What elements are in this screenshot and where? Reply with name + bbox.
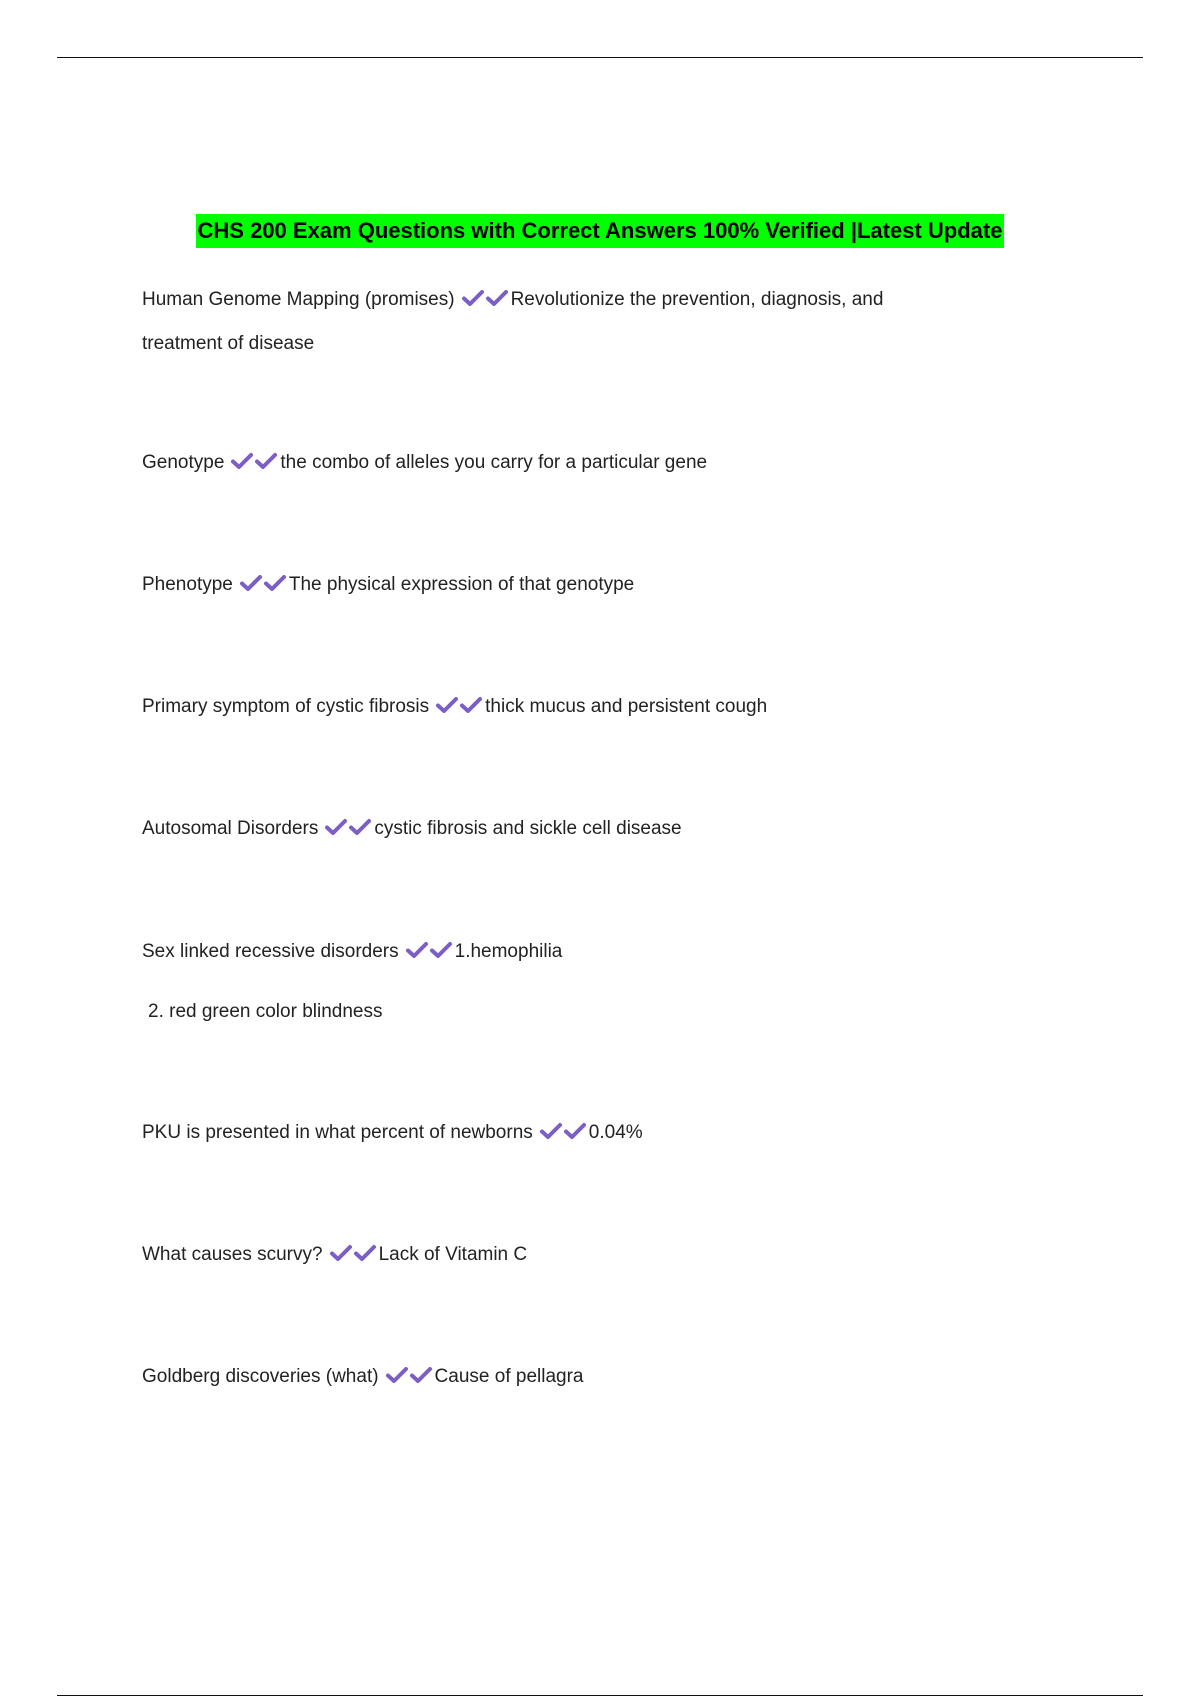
double-check-marks	[405, 928, 453, 972]
question-text: What causes scurvy?	[142, 1244, 323, 1266]
qa-item	[142, 563, 1082, 607]
title-container	[0, 214, 1200, 248]
check-mark-icon	[263, 573, 287, 593]
answer-continuation: treatment of disease	[142, 333, 315, 355]
qa-line	[142, 1355, 1082, 1399]
question-text: Primary symptom of cystic fibrosis	[142, 696, 430, 718]
qa-line	[142, 685, 1082, 729]
qa-line	[142, 441, 1082, 485]
check-mark-icon	[385, 1365, 409, 1385]
qa-item	[142, 930, 1082, 1034]
qa-item	[142, 807, 1082, 851]
question-text: Goldberg discoveries (what)	[142, 1366, 379, 1388]
check-mark-icon	[409, 1365, 433, 1385]
qa-line	[142, 563, 1082, 607]
double-check-marks	[329, 1231, 377, 1275]
qa-line	[142, 1111, 1082, 1155]
check-mark-icon	[461, 288, 485, 308]
qa-item	[142, 1233, 1082, 1277]
qa-item	[142, 441, 1082, 485]
check-mark-icon	[539, 1121, 563, 1141]
header-rule	[57, 57, 1143, 58]
document-title: CHS 200 Exam Questions with Correct Answers 100% Verified |Latest Update	[196, 214, 1005, 248]
check-mark-icon	[230, 451, 254, 471]
qa-item	[142, 1355, 1082, 1399]
question-text: Sex linked recessive disorders	[142, 941, 399, 963]
double-check-marks	[230, 439, 278, 483]
double-check-marks	[239, 561, 287, 605]
check-mark-icon	[459, 695, 483, 715]
check-mark-icon	[239, 573, 263, 593]
qa-item	[142, 685, 1082, 729]
answer-text: the combo of alleles you carry for a particular gene	[280, 452, 708, 474]
answer-continuation: 2. red green color blindness	[148, 1001, 383, 1023]
check-mark-icon	[429, 940, 453, 960]
check-mark-icon	[329, 1243, 353, 1263]
double-check-marks	[324, 805, 372, 849]
qa-line	[142, 278, 1082, 322]
check-mark-icon	[563, 1121, 587, 1141]
question-text: Human Genome Mapping (promises)	[142, 289, 455, 311]
qa-item	[142, 1111, 1082, 1155]
answer-text: cystic fibrosis and sickle cell disease	[374, 818, 682, 840]
check-mark-icon	[254, 451, 278, 471]
check-mark-icon	[405, 940, 429, 960]
double-check-marks	[385, 1353, 433, 1397]
answer-text: thick mucus and persistent cough	[485, 696, 768, 718]
question-text: Phenotype	[142, 574, 233, 596]
answer-text: The physical expression of that genotype	[288, 574, 635, 596]
qa-line	[142, 807, 1082, 851]
check-mark-icon	[485, 288, 509, 308]
qa-line	[142, 1233, 1082, 1277]
double-check-marks	[461, 276, 509, 320]
footer-rule	[57, 1695, 1143, 1696]
question-text: Autosomal Disorders	[142, 818, 319, 840]
qa-item	[142, 278, 1082, 366]
answer-text: Lack of Vitamin C	[378, 1244, 528, 1266]
question-text: Genotype	[142, 452, 225, 474]
double-check-marks	[539, 1109, 587, 1153]
check-mark-icon	[348, 817, 372, 837]
check-mark-icon	[353, 1243, 377, 1263]
answer-text: Revolutionize the prevention, diagnosis, and	[510, 289, 884, 311]
double-check-marks	[435, 683, 483, 727]
check-mark-icon	[435, 695, 459, 715]
answer-text: 0.04%	[588, 1122, 643, 1144]
answer-text: 1.hemophilia	[454, 941, 563, 963]
check-mark-icon	[324, 817, 348, 837]
question-text: PKU is presented in what percent of newborns	[142, 1122, 533, 1144]
answer-text: Cause of pellagra	[434, 1366, 584, 1388]
qa-line	[142, 930, 1082, 974]
